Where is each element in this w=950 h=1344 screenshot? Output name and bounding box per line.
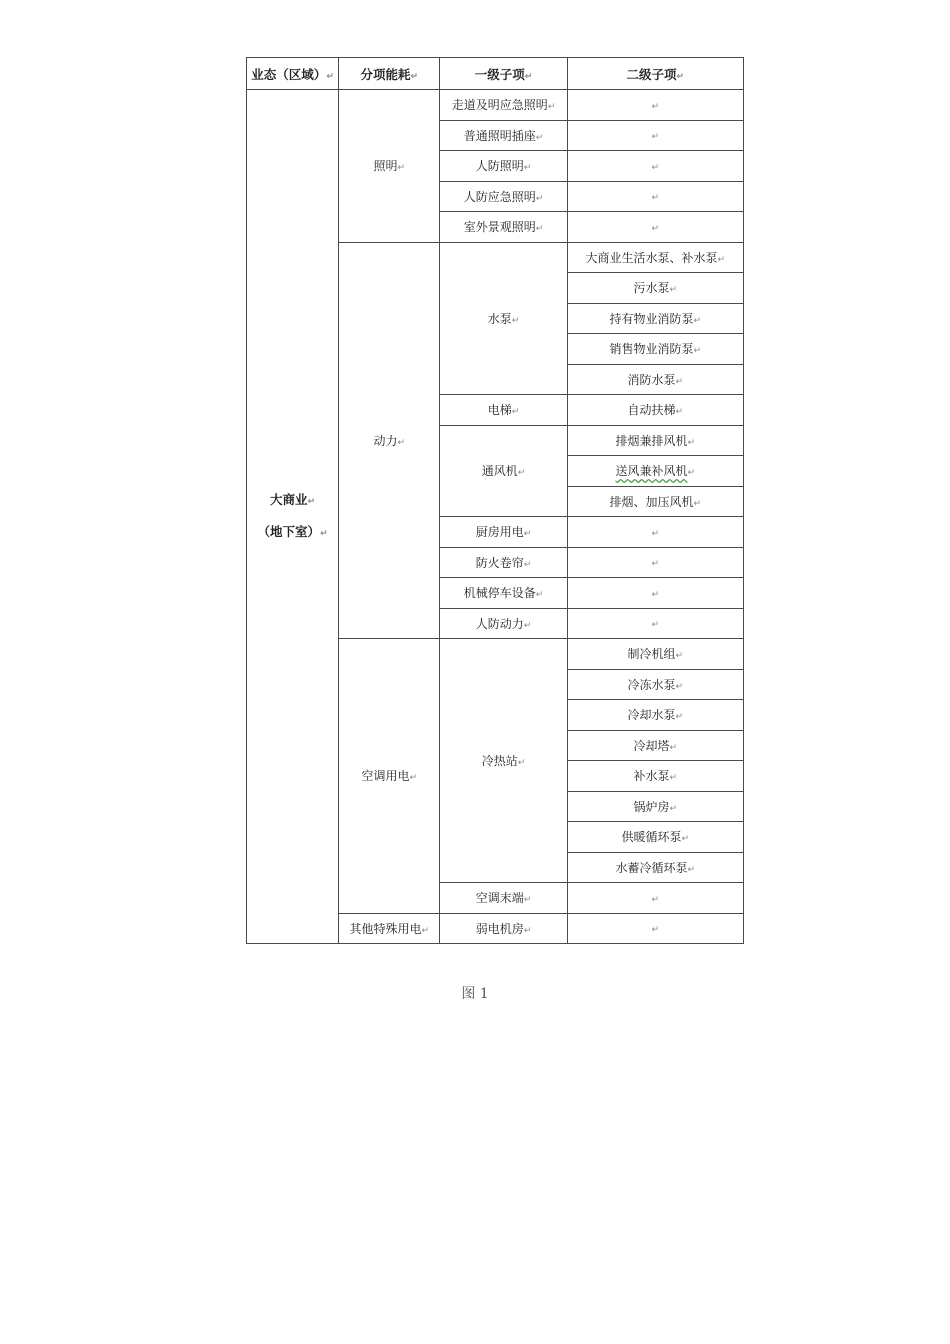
header-cell: 业态（区域）↵ — [247, 58, 339, 90]
level2-cell: 冷却塔↵ — [567, 730, 743, 761]
empty-cell: ↵ — [567, 151, 743, 182]
subitem-cell: 厨房用电↵ — [440, 517, 567, 548]
subitem-cell: 人防应急照明↵ — [440, 181, 567, 212]
level2-cell: 锅炉房↵ — [567, 791, 743, 822]
level2-cell: 自动扶梯↵ — [567, 395, 743, 426]
subitem-cell: 普通照明插座↵ — [440, 120, 567, 151]
subitem-cell: 弱电机房↵ — [440, 913, 567, 944]
subitem-cell: 机械停车设备↵ — [440, 578, 567, 609]
empty-cell: ↵ — [567, 578, 743, 609]
figure-caption: 图 1 — [461, 986, 489, 1002]
region-line-2: （地下室）↵ — [257, 523, 328, 539]
empty-cell: ↵ — [567, 608, 743, 639]
empty-cell: ↵ — [567, 517, 743, 548]
energy-category-table — [246, 57, 744, 944]
level2-cell: 排烟兼排风机↵ — [567, 425, 743, 456]
region-cell — [247, 90, 339, 944]
level2-cell: 污水泵↵ — [567, 273, 743, 304]
category-cell-hvac: 空调用电↵ — [339, 639, 440, 914]
level2-cell: 送风兼补风机↵ — [567, 456, 743, 487]
table-row — [247, 90, 744, 121]
header-cell: 一级子项↵ — [440, 58, 567, 90]
subitem-cell: 人防动力↵ — [440, 608, 567, 639]
level2-cell: 销售物业消防泵↵ — [567, 334, 743, 365]
empty-cell: ↵ — [567, 913, 743, 944]
level2-cell: 冷冻水泵↵ — [567, 669, 743, 700]
level2-cell: 水蓄冷循环泵↵ — [567, 852, 743, 883]
header-cell: 分项能耗↵ — [339, 58, 440, 90]
header-row — [247, 58, 744, 90]
region-line-1: 大商业↵ — [270, 491, 316, 507]
subitem-cell-pump: 水泵↵ — [440, 242, 567, 395]
level2-cell: 消防水泵↵ — [567, 364, 743, 395]
subitem-cell: 走道及明应急照明↵ — [440, 90, 567, 121]
header-cell: 二级子项↵ — [567, 58, 743, 90]
level2-cell: 补水泵↵ — [567, 761, 743, 792]
subitem-cell-station: 冷热站↵ — [440, 639, 567, 883]
category-cell-power: 动力↵ — [339, 242, 440, 639]
subitem-cell-elevator: 电梯↵ — [440, 395, 567, 426]
subitem-cell-fan: 通风机↵ — [440, 425, 567, 517]
empty-cell: ↵ — [567, 883, 743, 914]
level2-cell: 排烟、加压风机↵ — [567, 486, 743, 517]
empty-cell: ↵ — [567, 181, 743, 212]
level2-cell: 冷却水泵↵ — [567, 700, 743, 731]
subitem-cell: 空调末端↵ — [440, 883, 567, 914]
level2-cell: 供暖循环泵↵ — [567, 822, 743, 853]
empty-cell: ↵ — [567, 547, 743, 578]
empty-cell: ↵ — [567, 120, 743, 151]
subitem-cell: 防火卷帘↵ — [440, 547, 567, 578]
level2-cell: 大商业生活水泵、补水泵↵ — [567, 242, 743, 273]
subitem-cell: 人防照明↵ — [440, 151, 567, 182]
subitem-cell: 室外景观照明↵ — [440, 212, 567, 243]
level2-cell: 制冷机组↵ — [567, 639, 743, 670]
level2-cell: 持有物业消防泵↵ — [567, 303, 743, 334]
empty-cell: ↵ — [567, 90, 743, 121]
empty-cell: ↵ — [567, 212, 743, 243]
category-cell-lighting: 照明↵ — [339, 90, 440, 243]
category-cell-special: 其他特殊用电↵ — [339, 913, 440, 944]
